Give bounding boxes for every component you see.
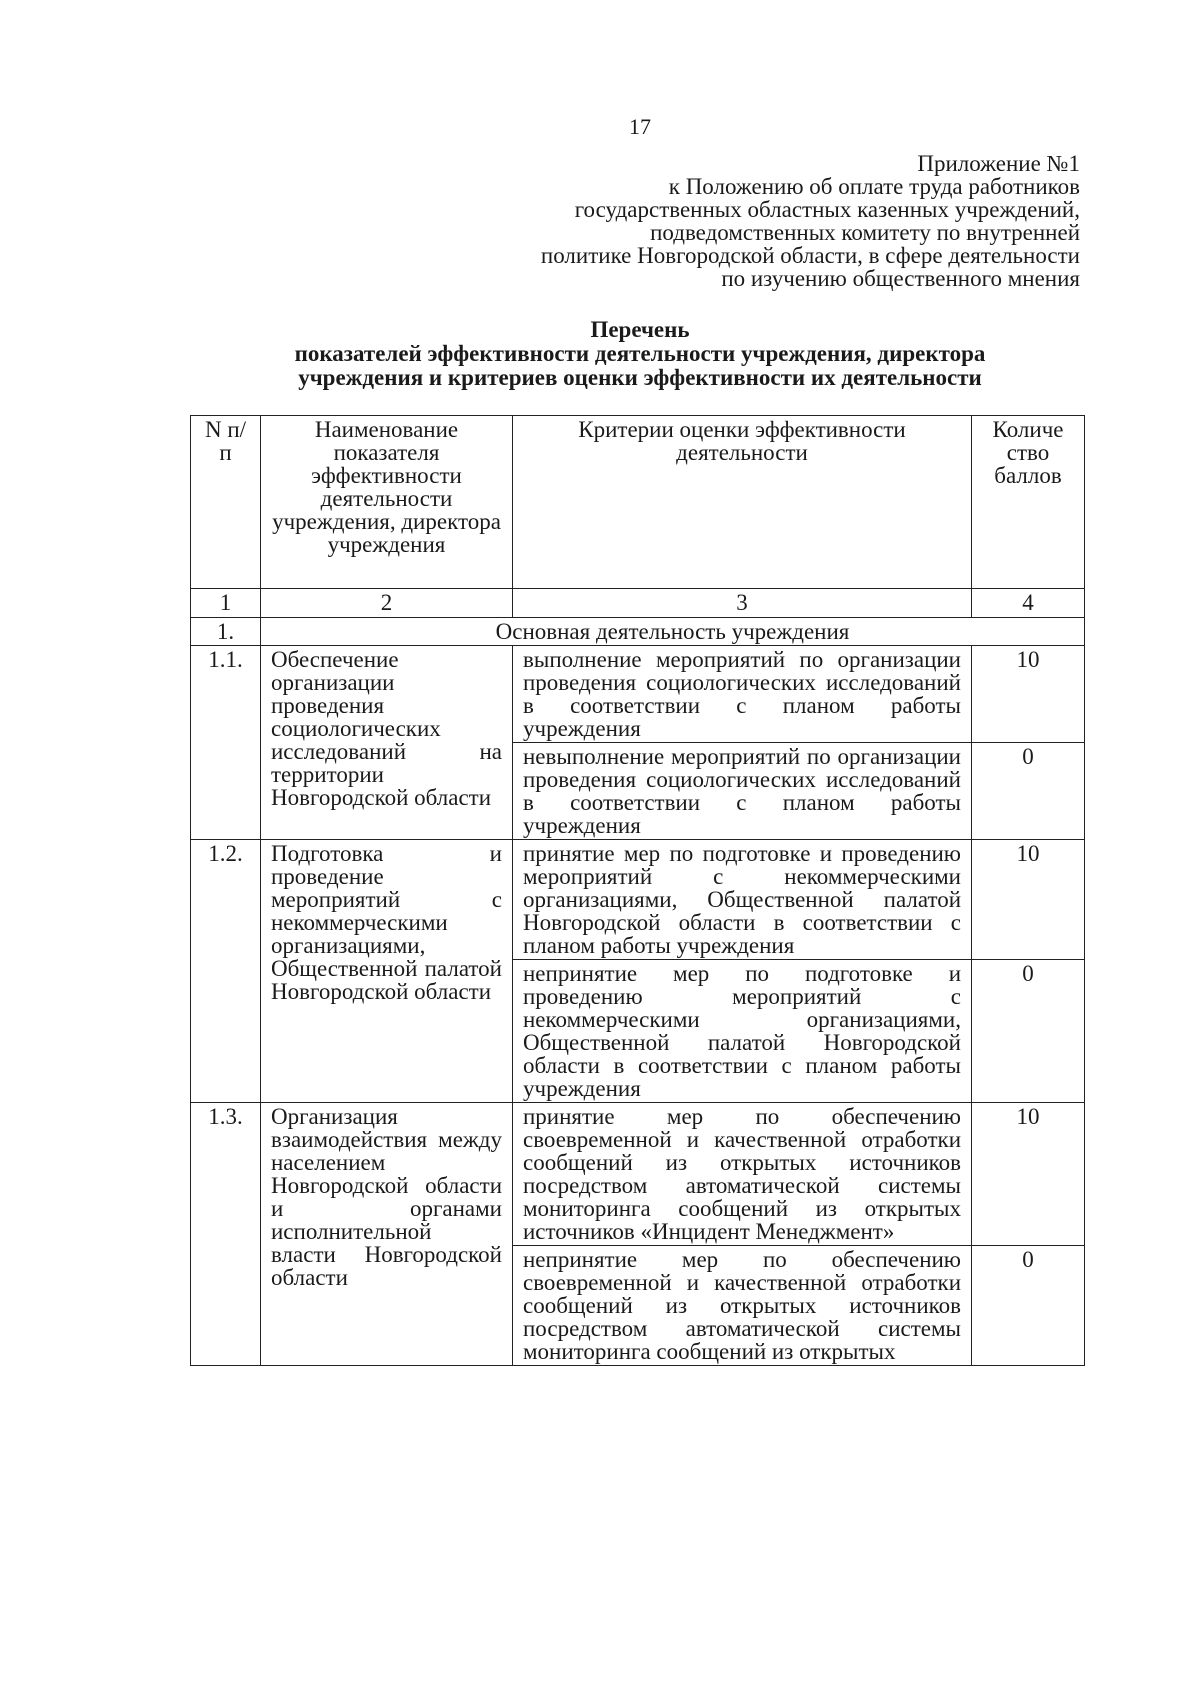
points: 10 (972, 1103, 1085, 1246)
table-row (191, 646, 1085, 743)
row-num: 1.2. (191, 840, 261, 1103)
indicator-name: Обеспечение организации проведения социологических исследований на территории Новгородской области (261, 646, 513, 840)
header-criteria: Критерии оценки эффективности деятельности (513, 416, 972, 589)
criterion: выполнение мероприятий по организации проведения социологических исследований в соответствии с планом работы учреждения (513, 646, 972, 743)
appendix-line: политике Новгородской области, в сфере деятельности (540, 243, 1080, 268)
section-title: Основная деятельность учреждения (261, 618, 1085, 646)
document-title (200, 318, 1080, 390)
row-num: 1.3. (191, 1103, 261, 1366)
appendix-note (380, 152, 1080, 290)
indicator-name: Подготовка и проведение мероприятий с некоммерческими организациями, Общественной палатой Новгородской области (261, 840, 513, 1103)
indicators-table (190, 415, 1085, 1366)
col-number: 4 (972, 589, 1085, 618)
points: 0 (972, 743, 1085, 840)
col-number: 2 (261, 589, 513, 618)
title-line: показателей эффективности деятельности учреждения, директора (294, 341, 986, 366)
header-num: N п/п (191, 416, 261, 589)
table-row (191, 1103, 1085, 1246)
criterion: принятие мер по обеспечению своевременной и качественной отработки сообщений из открытых источников посредством автоматической системы мониторинга сообщений из открытых источников «Инцидент Менеджмент» (513, 1103, 972, 1246)
header-name: Наименование показателя эффективности деятельности учреждения, директора учреждения (261, 416, 513, 589)
points: 10 (972, 840, 1085, 960)
header-points: Количе ство баллов (972, 416, 1085, 589)
section-row (191, 618, 1085, 646)
criterion: непринятие мер по обеспечению своевременной и качественной отработки сообщений из открытых источников посредством автоматической системы мониторинга сообщений из открытых (513, 1246, 972, 1366)
points: 0 (972, 960, 1085, 1103)
points: 0 (972, 1246, 1085, 1366)
title-line: Перечень (590, 317, 690, 342)
table-row (191, 840, 1085, 960)
indicator-name: Организация взаимодействия между населением Новгородской области и органами исполнительной власти Новгородской области (261, 1103, 513, 1366)
page-number: 17 (629, 114, 651, 139)
criterion: невыполнение мероприятий по организации проведения социологических исследований в соответствии с планом работы учреждения (513, 743, 972, 840)
criterion: принятие мер по подготовке и проведению мероприятий с некоммерческими организациями, Общественной палатой Новгородской области в соответствии с планом работы учреждения (513, 840, 972, 960)
appendix-line: Приложение №1 (917, 151, 1080, 176)
points: 10 (972, 646, 1085, 743)
section-num: 1. (191, 618, 261, 646)
appendix-line: подведомственных комитету по внутренней (650, 220, 1080, 245)
title-line: учреждения и критериев оценки эффективности их деятельности (298, 365, 982, 390)
appendix-line: по изучению общественного мнения (721, 266, 1080, 291)
appendix-line: к Положению об оплате труда работников (668, 174, 1080, 199)
col-number: 3 (513, 589, 972, 618)
appendix-line: государственных областных казенных учреждений, (574, 197, 1080, 222)
col-number: 1 (191, 589, 261, 618)
table-header-row (191, 416, 1085, 589)
row-num: 1.1. (191, 646, 261, 840)
criterion: непринятие мер по подготовке и проведению мероприятий с некоммерческими организациями, Общественной палатой Новгородской области в соответствии с планом работы учреждения (513, 960, 972, 1103)
column-number-row (191, 589, 1085, 618)
